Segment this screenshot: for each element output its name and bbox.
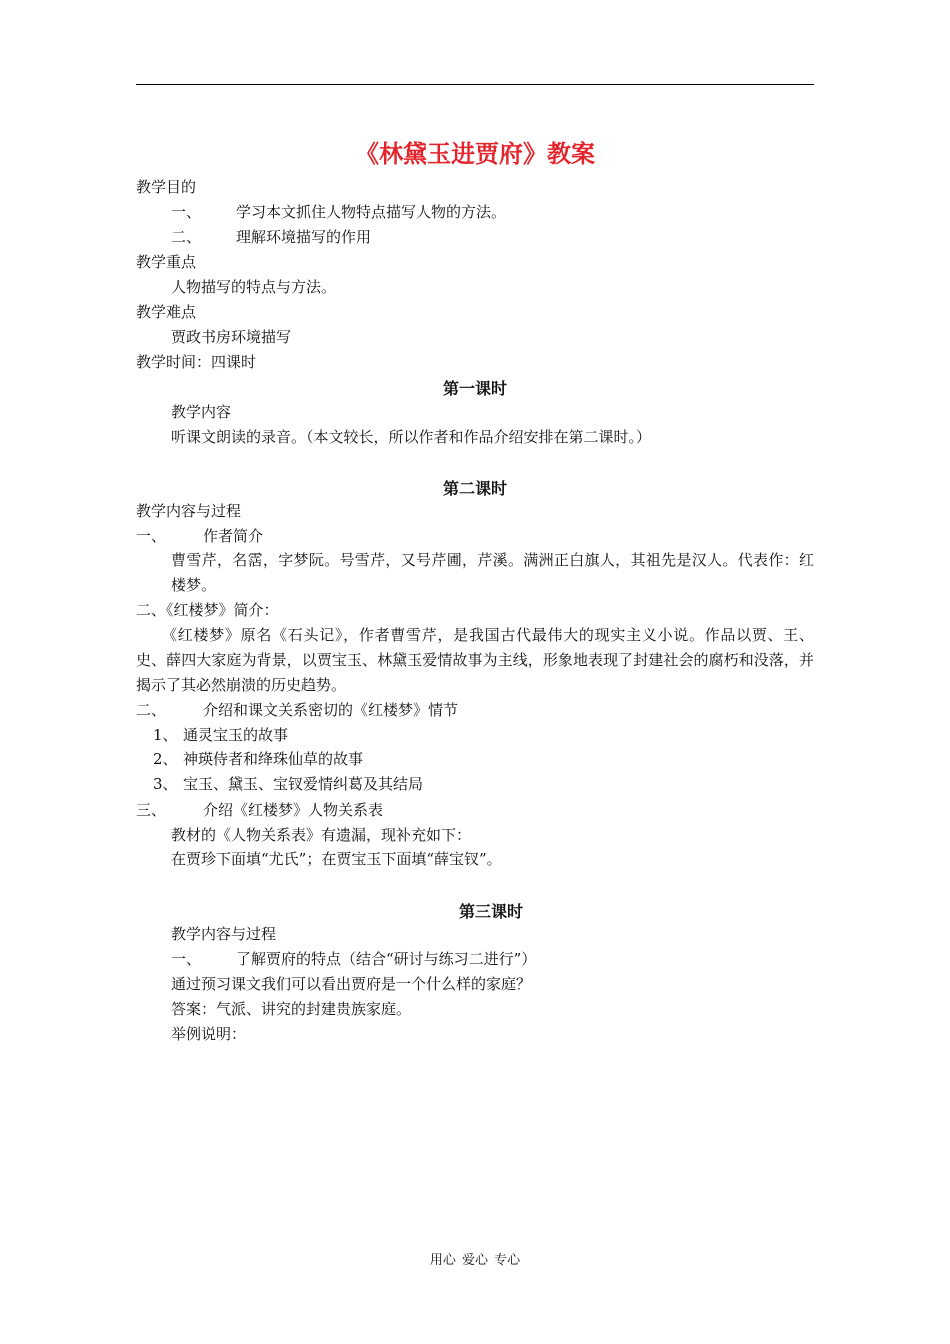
header-rule (136, 84, 814, 85)
lesson-3-heading: 第三课时 (458, 902, 523, 921)
author-section-title: 作者简介 (203, 527, 264, 545)
teaching-time: 教学时间：四课时 (136, 353, 257, 371)
lesson-2-heading: 第二课时 (442, 479, 507, 498)
goal-1-number: 一、 (171, 203, 202, 221)
focus-text: 人物描写的特点与方法。 (171, 278, 337, 296)
document-title: 《林黛玉进贾府》教案 (355, 140, 595, 168)
goals-heading: 教学目的 (136, 178, 197, 196)
plot-3-number: 3、 (153, 775, 178, 793)
author-intro-text: 曹雪芹，名霑，字梦阮。号雪芹，又号芹圃，芹溪。满洲正白旗人，其祖先是汉人。代表作：红楼梦。 (171, 551, 814, 594)
plot-section-title: 介绍和课文关系密切的《红楼梦》情节 (203, 701, 459, 719)
goal-2-number: 二、 (171, 228, 202, 246)
difficulty-heading: 教学难点 (136, 303, 197, 321)
lesson-2-content-label: 教学内容与过程 (136, 502, 242, 520)
relation-section-number: 三、 (136, 801, 167, 819)
lesson-3-content-label: 教学内容与过程 (171, 925, 277, 943)
goal-2-text: 理解环境描写的作用 (236, 228, 372, 246)
relation-line-2: 在贾珍下面填“尤氏”；在贾宝玉下面填“薛宝钗”。 (171, 850, 502, 868)
lesson-3-example: 举例说明： (171, 1025, 247, 1043)
page-footer: 用心 爱心 专心 (429, 1253, 521, 1268)
novel-intro-heading: 二、《红楼梦》简介： (136, 601, 279, 619)
novel-intro-text: 《红楼梦》原名《石头记》，作者曹雪芹，是我国古代最伟大的现实主义小说。作品以贾、王、史、薛四大家庭为背景，以贾宝玉、林黛玉爱情故事为主线，形象地表现了封建社会的腐朽和没落，并揭示了其必然崩溃的历史趋势。 (136, 626, 814, 694)
lesson-1-content-label: 教学内容 (171, 403, 232, 421)
lesson-3-question: 通过预习课文我们可以看出贾府是一个什么样的家庭？ (171, 975, 532, 993)
lesson-3-item-number: 一、 (171, 950, 202, 968)
goal-1-text: 学习本文抓住人物特点描写人物的方法。 (236, 203, 507, 221)
plot-1-text: 通灵宝玉的故事 (183, 726, 289, 744)
author-section-number: 一、 (136, 527, 167, 545)
focus-heading: 教学重点 (136, 253, 197, 271)
plot-3-text: 宝玉、黛玉、宝钗爱情纠葛及其结局 (183, 775, 424, 793)
relation-line-1: 教材的《人物关系表》有遗漏，现补充如下： (171, 826, 472, 844)
lesson-3-item-title: 了解贾府的特点（结合“研讨与练习二进行”） (236, 950, 537, 968)
lesson-1-content: 听课文朗读的录音。（本文较长，所以作者和作品介绍安排在第二课时。） (171, 428, 652, 446)
difficulty-text: 贾政书房环境描写 (171, 328, 292, 346)
plot-2-number: 2、 (153, 750, 178, 768)
relation-section-title: 介绍《红楼梦》人物关系表 (203, 801, 384, 819)
lesson-1-heading: 第一课时 (442, 379, 507, 398)
plot-1-number: 1、 (153, 726, 178, 744)
lesson-3-answer: 答案：气派、讲究的封建贵族家庭。 (171, 1000, 412, 1018)
plot-section-number: 二、 (136, 701, 167, 719)
plot-2-text: 神瑛侍者和绛珠仙草的故事 (183, 750, 364, 768)
